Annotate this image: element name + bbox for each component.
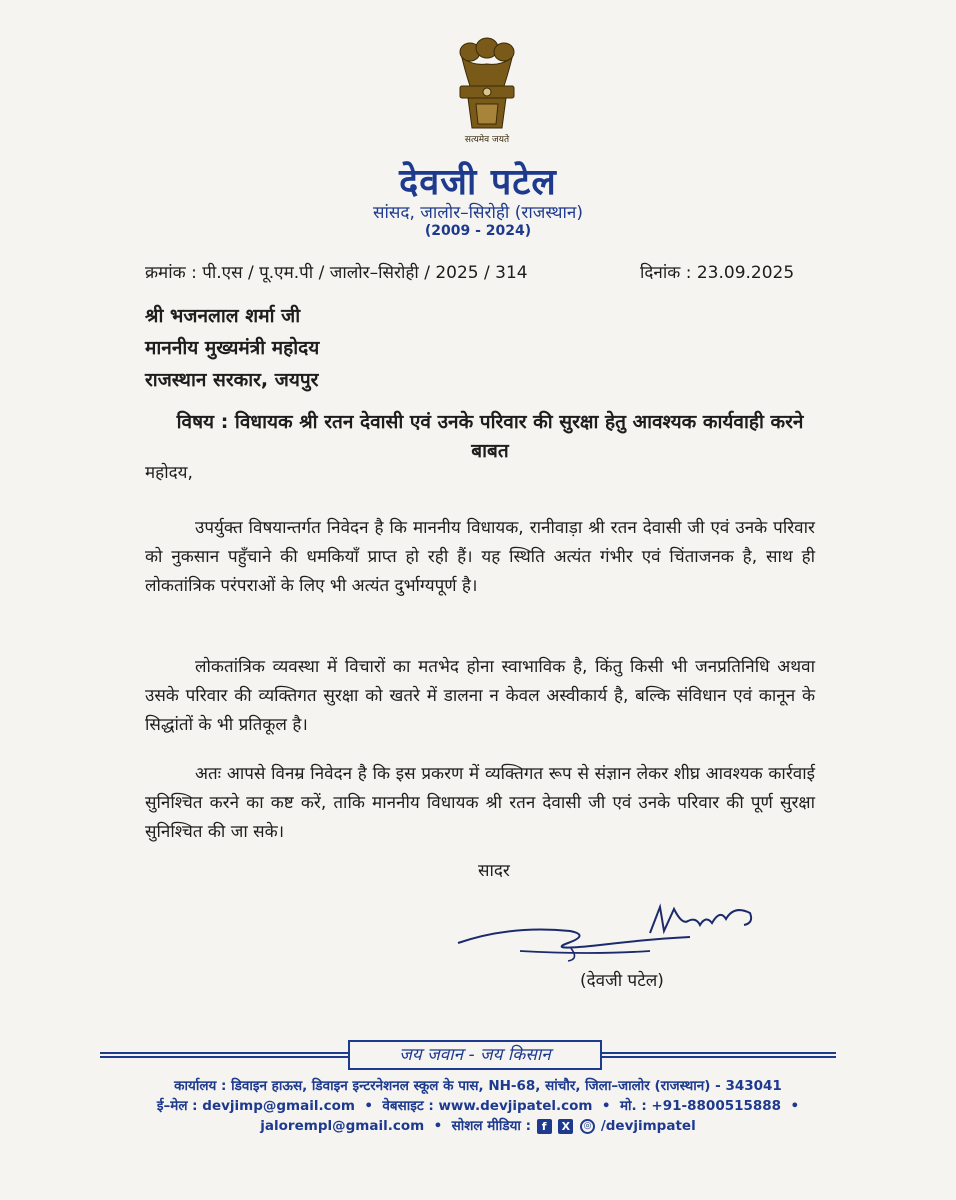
footer-address: कार्यालय : डिवाइन हाऊस, डिवाइन इन्टरनेशनल स्कूल के पास, NH-68, सांचौर, जिला–जालोर (राजस्थान) - 343041: [174, 1078, 782, 1094]
letter-subject: विषय : विधायक श्री रतन देवासी एवं उनके परिवार की सुरक्षा हेतु आवश्यक कार्यवाही करने बाबत: [176, 411, 804, 462]
facebook-icon[interactable]: f: [537, 1119, 552, 1134]
national-emblem-icon: [448, 34, 526, 146]
handwritten-signature: [450, 895, 770, 975]
footer-email[interactable]: ई–मेल : devjimp@gmail.com: [156, 1098, 355, 1114]
footer-slogan: जय जवान - जय किसान: [348, 1040, 602, 1070]
sender-designation: सांसद, जालोर–सिरोही (राजस्थान): [373, 203, 583, 223]
salutation: महोदय,: [145, 463, 193, 483]
signatory-name: (देवजी पटेल): [580, 971, 664, 991]
footer-social: jalorempl@gmail.com • सोशल मीडिया : f X ◎ /devjimpatel: [260, 1118, 696, 1134]
social-label: सोशल मीडिया :: [451, 1118, 531, 1134]
body-paragraph-3: अतः आपसे विनम्र निवेदन है कि इस प्रकरण में व्यक्तिगत रूप से संज्ञान लेकर शीघ्र आवश्यक कार्रवाई सुनिश्चित करने का कष्ट करें, ताकि माननीय विधायक श्री रतन देवासी जी एवं उनके परिवार की पूर्ण सुरक्षा सुनिश्चित की जा सके।: [145, 764, 815, 842]
sender-tenure: (2009 - 2024): [424, 223, 532, 239]
footer-mobile: मो. : +91-8800515888: [619, 1098, 782, 1114]
closing: सादर: [478, 861, 510, 881]
letter-date: दिनांक : 23.09.2025: [640, 263, 795, 283]
sender-name: देवजी पटेल: [399, 162, 557, 203]
instagram-icon[interactable]: ◎: [580, 1119, 595, 1134]
emblem-motto: सत्यमेव जयते: [464, 135, 510, 145]
social-handle[interactable]: /devjimpatel: [600, 1118, 696, 1134]
body-paragraph-2: लोकतांत्रिक व्यवस्था में विचारों का मतभेद होना स्वाभाविक है, किंतु किसी भी जनप्रतिनिधि अथवा उसके परिवार की व्यक्तिगत सुरक्षा को खतरे में डालना न केवल अस्वीकार्य है, बल्कि संविधान एवं कानून के सिद्धांतों के भी प्रतिकूल है।: [145, 657, 815, 735]
footer-contacts: ई–मेल : devjimp@gmail.com • वेबसाइट : www.devjipatel.com • मो. : +91-8800515888 •: [156, 1098, 800, 1114]
x-twitter-icon[interactable]: X: [558, 1119, 573, 1134]
footer-email-2[interactable]: jalorempl@gmail.com: [260, 1118, 425, 1134]
addressee-title: माननीय मुख्यमंत्री महोदय: [145, 337, 320, 359]
footer-website[interactable]: वेबसाइट : www.devjipatel.com: [382, 1098, 593, 1114]
reference-number: क्रमांक : पी.एस / पू.एम.पी / जालोर–सिरोही / 2025 / 314: [145, 263, 528, 283]
body-paragraph-1: उपर्युक्त विषयान्तर्गत निवेदन है कि माननीय विधायक, रानीवाड़ा श्री रतन देवासी जी एवं उनके परिवार को नुकसान पहुँचाने की धमकियाँ प्राप्त हो रही हैं। यह स्थिति अत्यंत गंभीर एवं चिंताजनक है, साथ ही लोकतांत्रिक परंपराओं के लिए भी अत्यंत दुर्भाग्यपूर्ण है।: [145, 518, 815, 596]
addressee-office: राजस्थान सरकार, जयपुर: [145, 369, 319, 391]
addressee-name: श्री भजनलाल शर्मा जी: [145, 305, 301, 327]
